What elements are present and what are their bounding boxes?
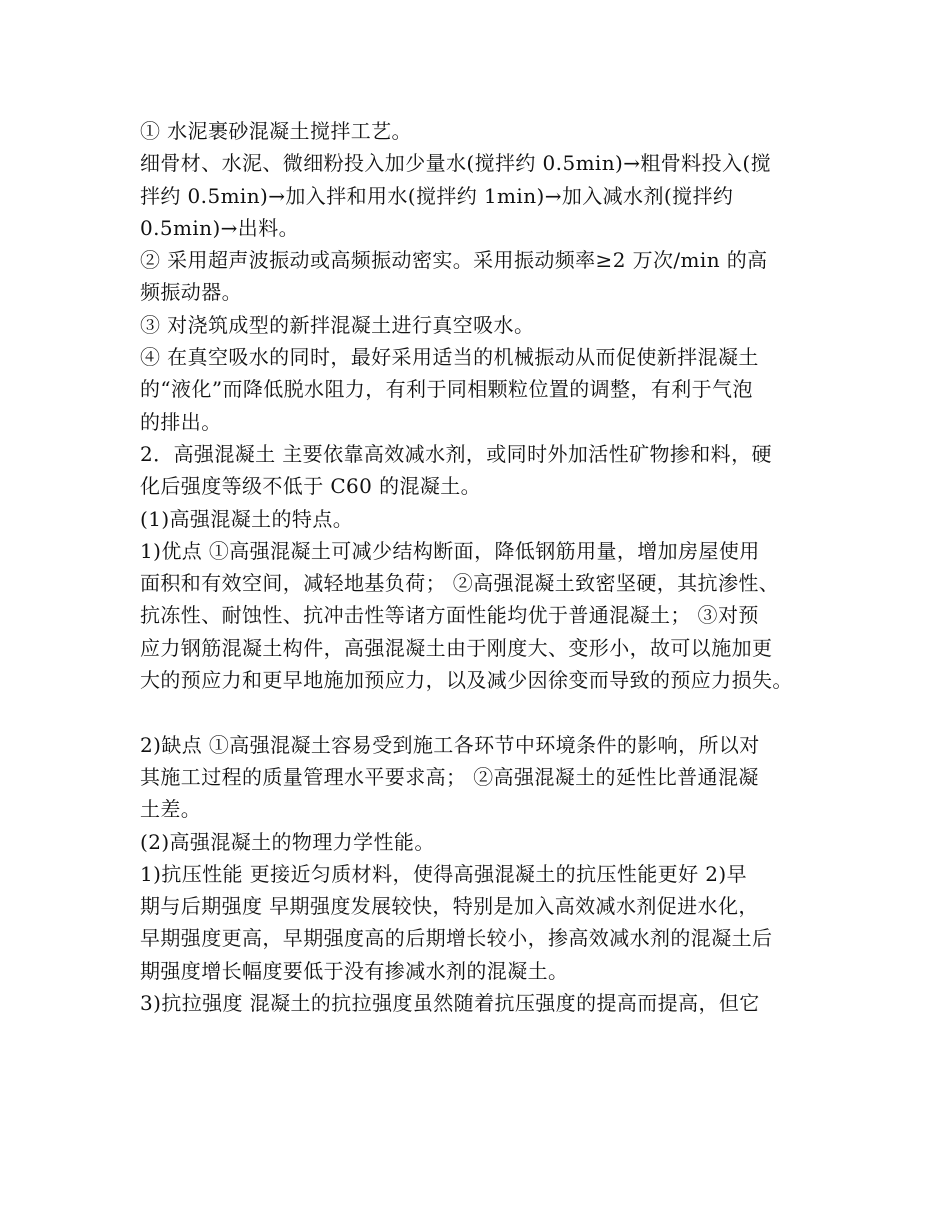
text-line: 细骨材、水泥、微细粉投入加少量水(搅拌约 0.5min)→粗骨料投入(搅 bbox=[140, 151, 771, 176]
text-line: 1)优点 ①高强混凝土可减少结构断面，降低钢筋用量，增加房屋使用 bbox=[140, 538, 760, 563]
text-line: 的排出。 bbox=[140, 409, 222, 434]
text-line: 期强度增长幅度要低于没有掺减水剂的混凝土。 bbox=[140, 958, 569, 983]
text-line: 抗冻性、耐蚀性、抗冲击性等诸方面性能均优于普通混凝土； ③对预 bbox=[140, 603, 759, 628]
text-line: 其施工过程的质量管理水平要求高； ②高强混凝土的延性比普通混凝 bbox=[140, 764, 759, 789]
text-line: 面积和有效空间，减轻地基负荷； ②高强混凝土致密坚硬，其抗渗性、 bbox=[140, 571, 780, 596]
text-line: 化后强度等级不低于 C60 的混凝土。 bbox=[140, 474, 482, 499]
text-line: 3)抗拉强度 混凝土的抗拉强度虽然随着抗压强度的提高而提高，但它 bbox=[140, 991, 760, 1016]
document-page bbox=[140, 115, 816, 1019]
text-line: 1)抗压性能 更接近匀质材料，使得高强混凝土的抗压性能更好 2)早 bbox=[140, 861, 747, 886]
text-line: 2)缺点 ①高强混凝土容易受到施工各环节中环境条件的影响，所以对 bbox=[140, 732, 760, 757]
text-line: 频振动器。 bbox=[140, 280, 242, 305]
text-line: 应力钢筋混凝土构件，高强混凝土由于刚度大、变形小，故可以施加更 bbox=[140, 635, 773, 660]
text-line: ② 采用超声波振动或高频振动密实。采用振动频率≥2 万次/min 的高 bbox=[140, 248, 768, 273]
text-line: 的“液化”而降低脱水阻力，有利于同相颗粒位置的调整，有利于气泡 bbox=[140, 377, 753, 402]
blank-line bbox=[140, 696, 816, 728]
text-line: 期与后期强度 早期强度发展较快，特别是加入高效减水剂促进水化， bbox=[140, 894, 759, 919]
text-line: 拌约 0.5min)→加入拌和用水(搅拌约 1min)→加入减水剂(搅拌约 bbox=[140, 183, 734, 208]
text-line: 土差。 bbox=[140, 797, 202, 822]
text-line: 0.5min)→出料。 bbox=[140, 215, 300, 240]
text-line: ④ 在真空吸水的同时，最好采用适当的机械振动从而促使新拌混凝土 bbox=[140, 345, 759, 370]
text-line: 大的预应力和更早地施加预应力，以及减少因徐变而导致的预应力损失。 bbox=[140, 668, 793, 693]
text-line: 2．高强混凝土 主要依靠高效减水剂，或同时外加活性矿物掺和料，硬 bbox=[140, 441, 772, 466]
text-line: (1)高强混凝土的特点。 bbox=[140, 506, 354, 531]
text-line: (2)高强混凝土的物理力学性能。 bbox=[140, 829, 435, 854]
text-line: ① 水泥裹砂混凝土搅拌工艺。 bbox=[140, 119, 412, 143]
text-line: ③ 对浇筑成型的新拌混凝土进行真空吸水。 bbox=[140, 312, 535, 337]
text-line: 早期强度更高，早期强度高的后期增长较小，掺高效减水剂的混凝土后 bbox=[140, 926, 773, 951]
